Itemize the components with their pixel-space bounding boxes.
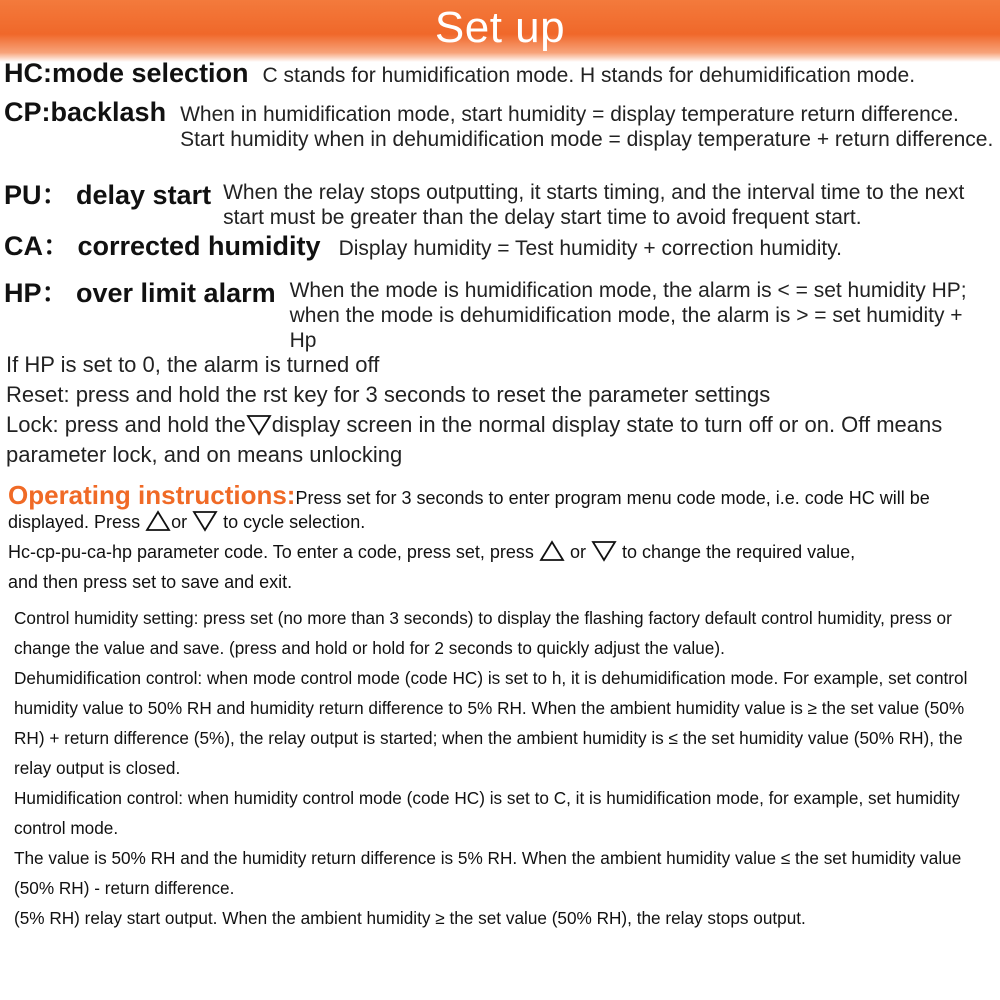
note-lock: [6, 410, 942, 440]
up-triangle-icon: [539, 539, 565, 563]
down-triangle-icon: [591, 539, 617, 563]
paragraph-humidification: Humidification control: when humidity control mode (code HC) is set to C, it is humidification mode, for example, set humidity control mode.: [14, 788, 960, 838]
param-desc-hp: When the mode is humidification mode, the alarm is < = set humidity HP; when the mode is dehumidification mode, the alarm is > = set humidity + Hp: [289, 279, 967, 352]
paragraph-control-humidity: Control humidity setting: press set (no more than 3 seconds) to display the flashing factory default control humidity, press or change the value and save. (press and hold or hold for 2 seconds to quickly adjust the value).: [14, 608, 952, 658]
operating-line3: and then press set to save and exit.: [8, 572, 293, 592]
param-label-hp: HP： over limit alarm: [4, 278, 276, 308]
operating-line2: [8, 537, 855, 567]
param-desc-cp: When in humidification mode, start humidity = display temperature return difference. Start humidity when in dehumidification mode = display temperature + return difference.: [180, 103, 994, 151]
paragraph-relay-output: (5% RH) relay start output. When the ambient humidity ≥ the set value (50% RH), the relay stops output.: [14, 908, 806, 928]
note-lock-end: display screen in the normal display state to turn off or on. Off means: [271, 412, 943, 437]
param-cp: [4, 97, 996, 152]
paragraph-humidity-value: The value is 50% RH and the humidity return difference is 5% RH. When the ambient humidity value ≤ the set humidity value (50% RH) - return difference.: [14, 848, 962, 898]
note-lock-continued: parameter lock, and on means unlocking: [6, 442, 403, 467]
operating-instructions: [8, 480, 993, 533]
down-triangle-icon: [192, 509, 218, 533]
param-desc-pu: When the relay stops outputting, it starts timing, and the interval time to the next start must be greater than the delay start time to avoid frequent start.: [223, 181, 965, 229]
param-hc: [4, 58, 996, 88]
down-triangle-icon: [246, 413, 272, 437]
operating-or: or: [171, 512, 188, 532]
header-banner: [0, 0, 1000, 62]
param-ca: [4, 231, 996, 261]
page-title: Set up: [434, 3, 566, 52]
param-label-ca: CA： corrected humidity: [4, 231, 321, 261]
up-triangle-icon: [145, 509, 171, 533]
operating-line2-end: to change the required value,: [622, 542, 856, 562]
param-label-cp: CP:backlash: [4, 97, 167, 127]
param-label-hc: HC:mode selection: [4, 58, 249, 88]
note-reset: Reset: press and hold the rst key for 3 seconds to reset the parameter settings: [6, 382, 771, 407]
operating-line2-start: Hc-cp-pu-ca-hp parameter code. To enter a code, press set, press: [8, 542, 534, 562]
param-desc-hc: C stands for humidification mode. H stands for dehumidification mode.: [262, 64, 916, 87]
param-pu: [4, 180, 996, 230]
note-lock-start: Lock: press and hold the: [6, 412, 246, 437]
control-paragraphs: [14, 603, 990, 933]
param-desc-ca: Display humidity = Test humidity + correction humidity.: [338, 237, 842, 260]
paragraph-dehumidification: Dehumidification control: when mode control mode (code HC) is set to h, it is dehumidification mode. For example, set control humidity value to 50% RH and humidity return difference to 5% RH. When the ambient humidity value is ≥ the set value (50% RH) + return difference (5%), the relay output is started; when the ambient humidity is ≤ the set humidity value (50% RH), the relay output is closed.: [14, 668, 968, 778]
operating-line1-end: to cycle selection.: [223, 512, 366, 532]
operating-line1: Press set for 3 seconds to enter program menu code mode, i.e. code HC will be displayed. Press: [8, 488, 930, 532]
note-hp-zero: If HP is set to 0, the alarm is turned off: [6, 352, 380, 377]
param-label-pu: PU： delay start: [4, 180, 212, 210]
operating-title: Operating instructions:: [8, 480, 296, 510]
operating-line2-or: or: [569, 542, 586, 562]
param-hp: [4, 278, 996, 353]
